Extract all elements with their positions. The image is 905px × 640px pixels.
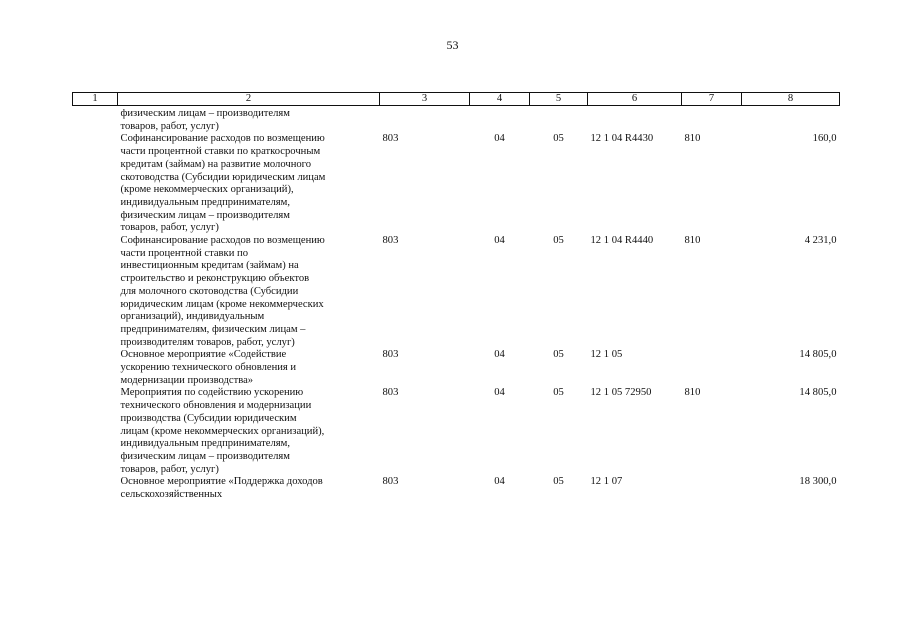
cell-amount [742,106,840,134]
cell-code-4: 04 [494,476,505,488]
column-header: 3 [380,93,470,106]
page-number: 53 [446,38,459,52]
cell-code-4: 04 [494,235,505,247]
cell-code-4: 04 [494,133,505,145]
cell-code-3: 803 [382,387,399,399]
cell-expense-type: 810 [684,387,701,399]
cell-code-4: 04 [494,387,505,399]
column-header: 6 [588,93,682,106]
cell-amount: 14 805,0 [799,349,837,361]
cell-target-code: 12 1 05 [590,349,623,361]
cell-description: Основное мероприятие «Поддержка доходов сельскохозяйственных [120,476,323,501]
cell-target-code: 12 1 07 [590,476,623,488]
cell-amount: 4 231,0 [804,235,837,247]
cell-code-3 [380,106,470,134]
cell-code-5: 05 [553,349,564,361]
cell-code-3: 803 [382,349,399,361]
cell-description: Софинансирование расходов по возмещению части процентной ставки по краткосрочным кредитам (займам) на развитие молочного скотоводства (Субсидии юридическим лицам (кроме некоммерческих организаций), индивидуальным предпринимателям, физическим лицам – производителям товаров, работ, услуг) [120,133,326,234]
cell-expense-type [682,106,742,134]
table-row [73,133,840,235]
cell-code-4 [470,106,530,134]
cell-amount: 14 805,0 [799,387,837,399]
cell-number [73,476,118,501]
cell-code-3: 803 [382,476,399,488]
table-row [73,387,840,476]
table-row [73,349,840,387]
cell-code-5: 05 [553,133,564,145]
cell-number [73,387,118,476]
cell-target-code [588,106,682,134]
table-row [73,106,840,134]
cell-code-4: 04 [494,349,505,361]
cell-target-code: 12 1 04 R4440 [590,235,654,247]
cell-number [73,106,118,134]
cell-amount: 18 300,0 [799,476,837,488]
cell-target-code: 12 1 05 72950 [590,387,652,399]
column-header: 7 [682,93,742,106]
cell-number [73,133,118,235]
cell-expense-type: 810 [684,235,701,247]
column-header: 5 [530,93,588,106]
cell-code-5: 05 [553,476,564,488]
cell-description: Мероприятия по содействию ускорению технического обновления и модернизации производства (Субсидии юридическим лицам (кроме некоммерческих организаций), индивидуальным предпринимателям, физическим лицам – производителям товаров, работ, услуг) [120,387,325,475]
column-header: 4 [470,93,530,106]
cell-target-code: 12 1 04 R4430 [590,133,654,145]
cell-code-3: 803 [382,133,399,145]
cell-description: физическим лицам – производителям товаров, работ, услуг) [120,108,290,132]
column-header: 2 [118,93,380,106]
cell-description: Основное мероприятие «Содействие ускорению технического обновления и модернизации производства» [120,349,297,386]
cell-code-5: 05 [553,235,564,247]
column-header: 1 [73,93,118,106]
column-header: 8 [742,93,840,106]
table-row [73,476,840,501]
cell-description: Софинансирование расходов по возмещению части процентной ставки по инвестиционным кредитам (займам) на строительство и реконструкцию объектов для молочного скотоводства (Субсидии юридическим лицам (кроме некоммерческих организаций), индивидуальным предпринимателям, физическим лицам – производителям товаров, работ, услуг) [120,235,325,348]
table-row [73,235,840,349]
table-header-row [73,93,840,106]
cell-code-3: 803 [382,235,399,247]
cell-number [73,235,118,349]
budget-table [72,92,840,502]
cell-number [73,349,118,387]
cell-expense-type: 810 [684,133,701,145]
cell-code-5 [530,106,588,134]
cell-expense-type [682,349,742,387]
cell-code-5: 05 [553,387,564,399]
cell-expense-type [682,476,742,501]
cell-amount: 160,0 [812,133,837,145]
